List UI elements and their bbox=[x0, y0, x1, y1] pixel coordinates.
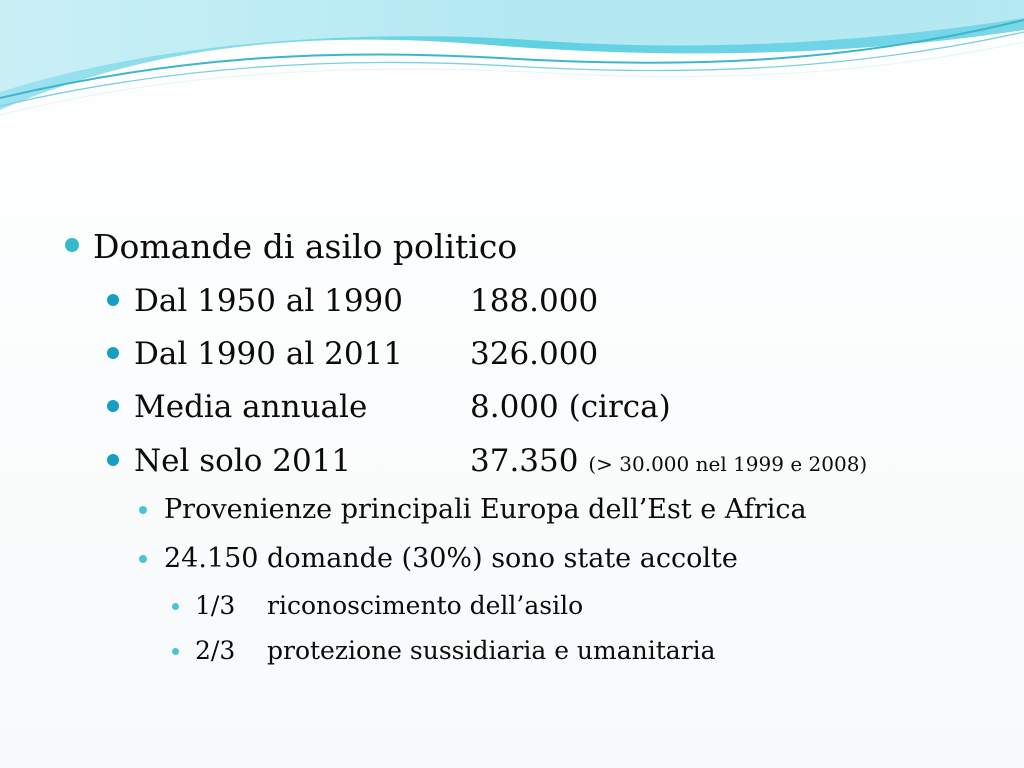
heading-text: Domande di asilo politico bbox=[93, 227, 518, 266]
item-label: Dal 1990 al 2011 bbox=[134, 336, 403, 372]
item-value: 326.000 bbox=[470, 336, 599, 372]
item-value bbox=[470, 443, 868, 479]
sub-bullet-item bbox=[137, 545, 877, 577]
item-value: 188.000 bbox=[470, 283, 599, 319]
bullet-dot bbox=[65, 238, 79, 252]
item-value-number: 37.350 bbox=[470, 443, 579, 479]
bullet-item bbox=[107, 443, 907, 482]
fraction: 2/3 bbox=[195, 636, 236, 665]
fraction-text: riconoscimento dell’asilo bbox=[267, 591, 584, 620]
bullet-item bbox=[107, 283, 807, 322]
bullet-domande bbox=[64, 227, 534, 268]
bullet-dot bbox=[139, 506, 147, 514]
item-label: Dal 1950 al 1990 bbox=[134, 283, 403, 319]
bullet-dot bbox=[107, 294, 119, 306]
bullet-dot bbox=[172, 603, 179, 610]
item-value: 8.000 (circa) bbox=[470, 389, 671, 425]
bullet-item bbox=[107, 336, 807, 375]
fraction: 1/3 bbox=[195, 591, 236, 620]
sub-sub-bullet-item bbox=[172, 593, 792, 623]
bullet-dot bbox=[139, 555, 147, 563]
sub-item-text: 24.150 domande (30%) sono state accolte bbox=[164, 543, 738, 574]
item-value-note: (> 30.000 nel 1999 e 2008) bbox=[588, 452, 868, 476]
bullet-item bbox=[107, 389, 807, 428]
sub-sub-bullet-item bbox=[172, 638, 792, 668]
bullet-dot bbox=[107, 347, 119, 359]
item-label: Nel solo 2011 bbox=[134, 443, 352, 479]
bullet-dot bbox=[107, 400, 119, 412]
item-label: Media annuale bbox=[134, 389, 368, 425]
sub-item-text: Provenienze principali Europa dell’Est e Africa bbox=[164, 494, 807, 525]
sub-bullet-item bbox=[137, 496, 877, 528]
bullet-dot bbox=[107, 454, 119, 466]
bullet-dot bbox=[172, 648, 179, 655]
fraction-text: protezione sussidiaria e umanitaria bbox=[267, 636, 716, 665]
